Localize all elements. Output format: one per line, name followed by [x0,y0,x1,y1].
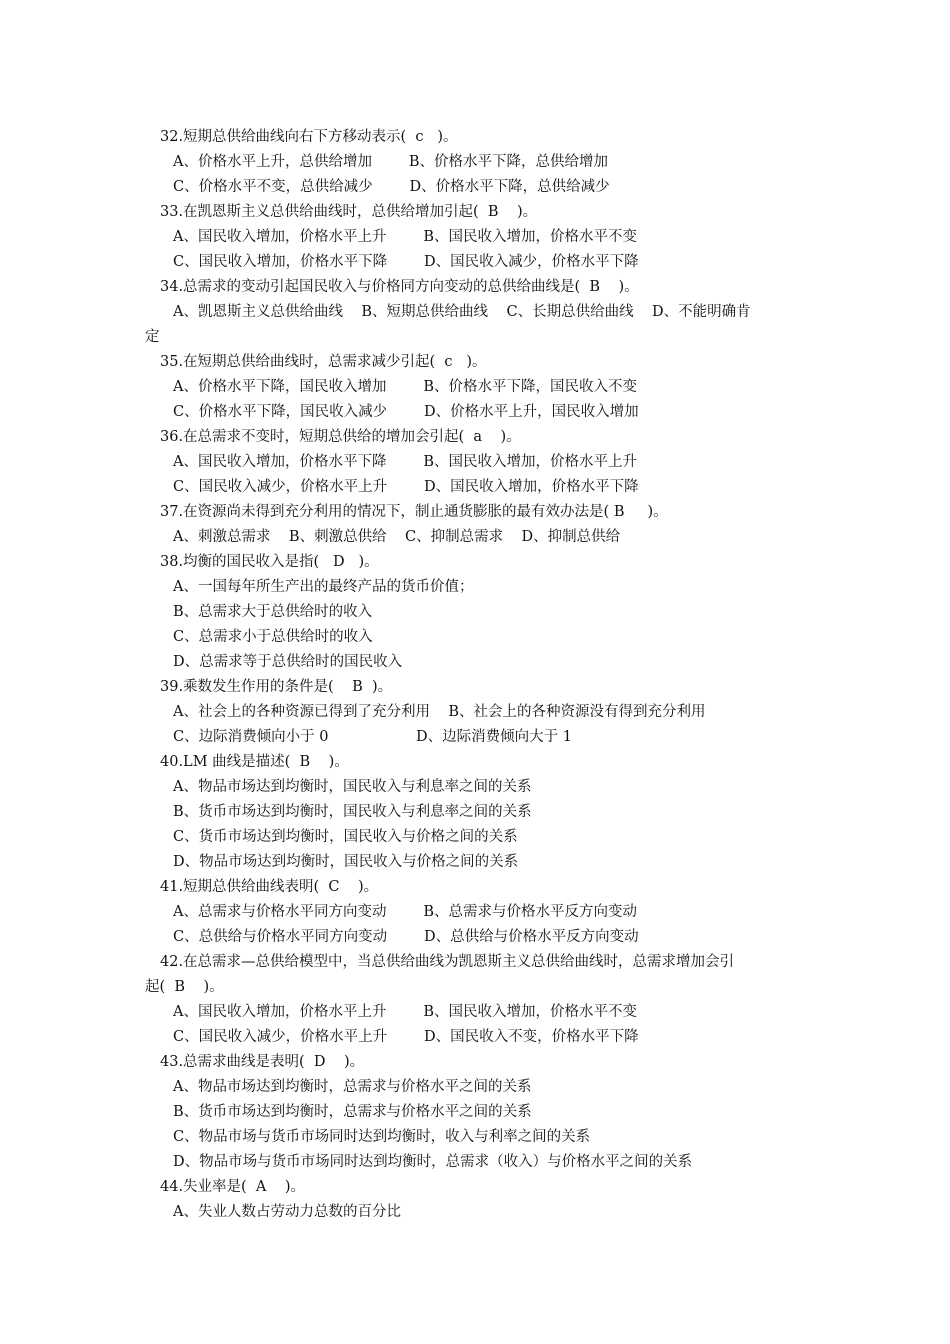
option-line: B、总需求大于总供给时的收入 [173,604,373,620]
option-line: A、一国每年所生产出的最终产品的货币价值； [173,579,474,595]
option-line: C、货币市场达到均衡时，国民收入与价格之间的关系 [173,829,518,845]
option-line: A、国民收入增加，价格水平下降 B、国民收入增加，价格水平上升 [173,454,637,470]
option-line: C、国民收入减少，价格水平上升 D、国民收入不变，价格水平下降 [173,1029,639,1045]
continuation-line: 起( B )。 [145,979,224,995]
option-line: C、总供给与价格水平同方向变动 D、总供给与价格水平反方向变动 [173,929,639,945]
question-line: 42.在总需求—总供给模型中，当总供给曲线为凯恩斯主义总供给曲线时，总需求增加会引 [160,954,735,970]
option-line: A、物品市场达到均衡时，国民收入与利息率之间的关系 [173,779,532,795]
option-line: B、货币市场达到均衡时，国民收入与利息率之间的关系 [173,804,532,820]
question-line: 34.总需求的变动引起国民收入与价格同方向变动的总供给曲线是( B )。 [160,279,639,295]
option-line: C、总需求小于总供给时的收入 [173,629,373,645]
option-line: D、物品市场达到均衡时，国民收入与价格之间的关系 [173,854,519,870]
question-line: 40.LM 曲线是描述( B )。 [160,754,349,770]
question-line: 39.乘数发生作用的条件是( B )。 [160,679,393,695]
option-line: C、价格水平下降，国民收入减少 D、价格水平上升，国民收入增加 [173,404,639,420]
question-line: 35.在短期总供给曲线时，总需求减少引起( c )。 [160,354,487,370]
option-line: C、边际消费倾向小于 0 D、边际消费倾向大于 1 [173,729,572,745]
option-line: A、国民收入增加，价格水平上升 B、国民收入增加，价格水平不变 [173,1004,637,1020]
option-line: A、价格水平上升，总供给增加 B、价格水平下降，总供给增加 [173,154,608,170]
option-line: A、物品市场达到均衡时，总需求与价格水平之间的关系 [173,1079,532,1095]
question-line: 41.短期总供给曲线表明( C )。 [160,879,379,895]
option-line: A、凯恩斯主义总供给曲线 B、短期总供给曲线 C、长期总供给曲线 D、不能明确肯 [173,304,751,320]
question-list [145,125,810,1225]
question-line: 33.在凯恩斯主义总供给曲线时，总供给增加引起( B )。 [160,204,538,220]
option-line: B、货币市场达到均衡时，总需求与价格水平之间的关系 [173,1104,532,1120]
question-line: 36.在总需求不变时，短期总供给的增加会引起( a )。 [160,429,521,445]
option-line: D、物品市场与货币市场同时达到均衡时，总需求（收入）与价格水平之间的关系 [173,1154,693,1170]
option-line: A、失业人数占劳动力总数的百分比 [173,1204,401,1220]
option-line: A、价格水平下降，国民收入增加 B、价格水平下降，国民收入不变 [173,379,637,395]
question-line: 32.短期总供给曲线向右下方移动表示( c )。 [160,129,458,145]
option-line: A、刺激总需求 B、刺激总供给 C、抑制总需求 D、抑制总供给 [173,529,621,545]
option-line: A、总需求与价格水平同方向变动 B、总需求与价格水平反方向变动 [173,904,637,920]
option-line: A、社会上的各种资源已得到了充分利用 B、社会上的各种资源没有得到充分利用 [173,704,706,720]
question-line: 43.总需求曲线是表明( D )。 [160,1054,365,1070]
option-line: C、国民收入增加，价格水平下降 D、国民收入减少，价格水平下降 [173,254,639,270]
option-line: C、价格水平不变，总供给减少 D、价格水平下降，总供给减少 [173,179,610,195]
option-line: A、国民收入增加，价格水平上升 B、国民收入增加，价格水平不变 [173,229,637,245]
question-line: 38.均衡的国民收入是指( D )。 [160,554,379,570]
option-line: D、总需求等于总供给时的国民收入 [173,654,403,670]
question-line: 37.在资源尚未得到充分利用的情况下，制止通货膨胀的最有效办法是( B )。 [160,504,668,520]
option-line: C、国民收入减少，价格水平上升 D、国民收入增加，价格水平下降 [173,479,639,495]
continuation-line: 定 [145,329,160,345]
option-line: C、物品市场与货币市场同时达到均衡时，收入与利率之间的关系 [173,1129,591,1145]
question-line: 44.失业率是( A )。 [160,1179,305,1195]
